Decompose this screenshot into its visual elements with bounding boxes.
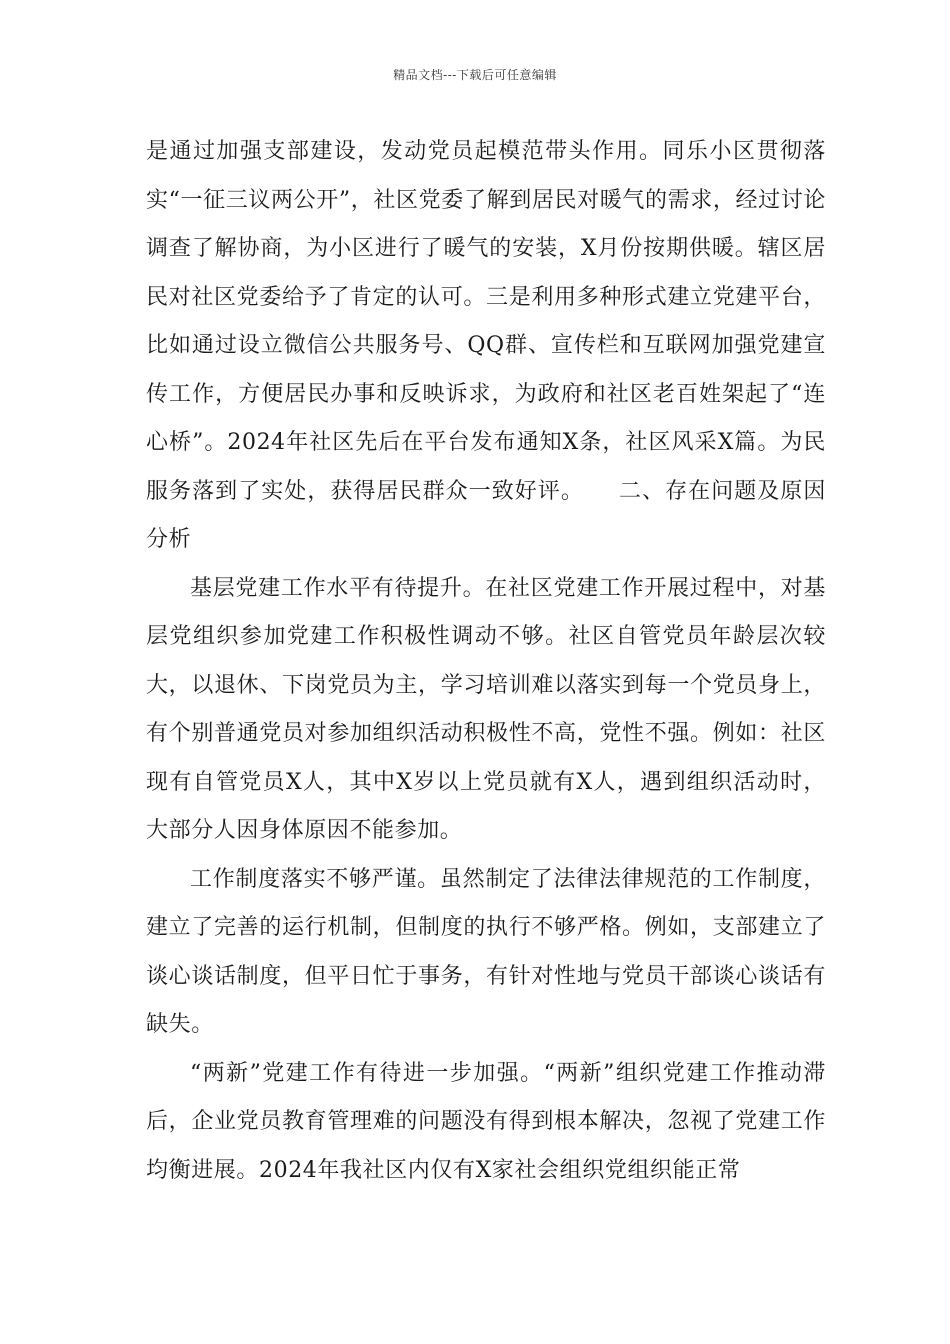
paragraph-1: 是通过加强支部建设，发动党员起模范带头作用。同乐小区贯彻落实“一征三议两公开”，社区党委了解到居民对暖气的需求，经过讨论调查了解协商，为小区进行了暖气的安装，X月份按期供暖。辖区居民对社区党委给予了肯定的认可。三是利用多种形式建立党建平台，比如通过设立微信公共服务号、QQ群、宣传栏和互联网加强党建宣传工作，方便居民办事和反映诉求，为政府和社区老百姓架起了“连心桥”。2024年社区先后在平台发布通知X条，社区风采X篇。为民服务落到了实处，获得居民群众一致好评。 二、存在问题及原因分析: [146, 139, 826, 552]
document-body: [146, 128, 826, 1195]
paragraph-4: “两新”党建工作有待进一步加强。“两新”组织党建工作推动滞后，企业党员教育管理难的问题没有得到根本解决，忽视了党建工作均衡进展。2024年我社区内仅有X家社会组织党组织能正常: [146, 1060, 826, 1183]
page-header: 精品文档---下载后可任意编辑: [393, 68, 557, 82]
paragraph-3: 工作制度落实不够严谨。虽然制定了法律法律规范的工作制度，建立了完善的运行机制，但制度的执行不够严格。例如，支部建立了谈心谈话制度，但平日忙于事务，有针对性地与党员干部谈心谈话有缺失。: [146, 866, 826, 1037]
paragraph-2: 基层党建工作水平有待提升。在社区党建工作开展过程中，对基层党组织参加党建工作积极性调动不够。社区自管党员年龄层次较大，以退休、下岗党员为主，学习培训难以落实到每一个党员身上，有个别普通党员对参加组织活动积极性不高，党性不强。例如：社区现有自管党员X人，其中X岁以上党员就有X人，遇到组织活动时，大部分人因身体原因不能参加。: [146, 575, 826, 843]
